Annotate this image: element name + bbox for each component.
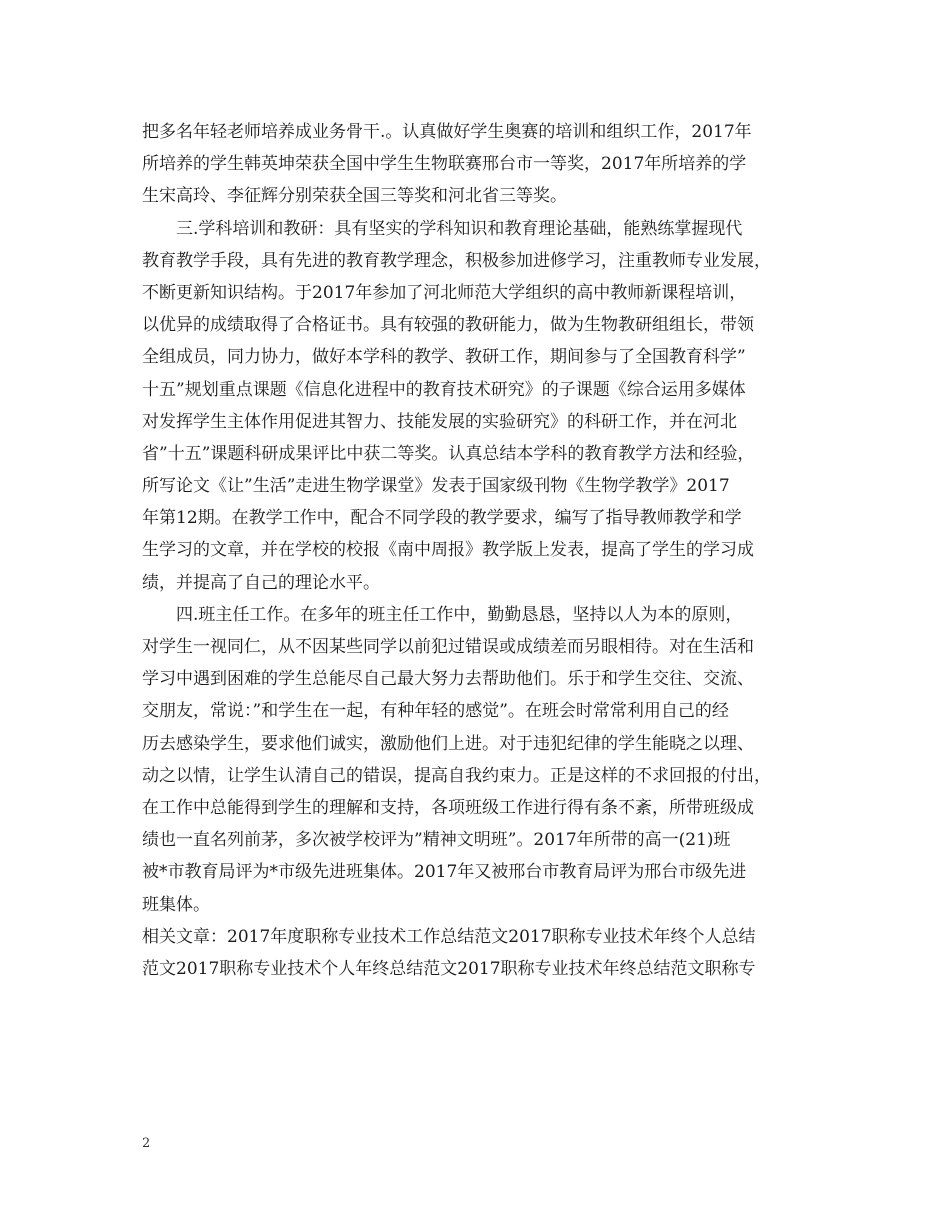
- text-line: 以优异的成绩取得了合格证书。具有较强的教研能力，做为生物教研组组长，带领: [142, 315, 754, 336]
- text-line: 交朋友，常说：”和学生在一起，有种年轻的感觉”。在班会时常常利用自己的经: [142, 701, 729, 722]
- text-line: 生学习的文章，并在学校的校报《南中周报》教学版上发表，提高了学生的学习成: [142, 540, 754, 561]
- text-line: 不断更新知识结构。于2017年参加了河北师范大学组织的高中教师新课程培训，: [142, 282, 747, 303]
- text-line: 学习中遇到困难的学生总能尽自己最大努力去帮助他们。乐于和学生交往、交流、: [142, 669, 754, 690]
- section-heading-line: 三.学科培训和教研：具有坚实的学科知识和教育理论基础，能熟练掌握现代: [176, 218, 743, 239]
- text-line: 历去感染学生，要求他们诚实，激励他们上进。对于违犯纪律的学生能晓之以理、: [142, 733, 754, 754]
- text-line: 绩也一直名列前茅，多次被学校评为”精神文明班”。2017年所带的高一(21)班: [142, 830, 731, 851]
- text-line: 生宋高玲、李征辉分别荣获全国三等奖和河北省三等奖。: [142, 186, 567, 207]
- related-articles-line: 范文2017职称专业技术个人年终总结范文2017职称专业技术年终总结范文职称专: [142, 958, 756, 979]
- text-line: 十五”规划重点课题《信息化进程中的教育技术研究》的子课题《综合运用多媒体: [142, 379, 746, 400]
- text-line: 对发挥学生主体作用促进其智力、技能发展的实验研究》的科研工作，并在河北: [142, 411, 737, 432]
- text-line: 被*市教育局评为*市级先进班集体。2017年又被邢台市教育局评为邢台市级先进: [142, 862, 747, 883]
- text-line: 全组成员，同力协力，做好本学科的教学、教研工作，期间参与了全国教育科学”: [142, 347, 746, 368]
- text-line: 省”十五”课题科研成果评比中获二等奖。认真总结本学科的教育教学方法和经验，: [142, 443, 755, 464]
- text-line: 绩，并提高了自己的理论水平。: [142, 572, 380, 593]
- related-articles-line: 相关文章：2017年度职称专业技术工作总结范文2017职称专业技术年终个人总结: [142, 926, 756, 947]
- text-line: 把多名年轻老师培养成业务骨干.。认真做好学生奥赛的培训和组织工作，2017年: [142, 122, 752, 142]
- page-number: 2: [142, 1136, 151, 1151]
- text-line: 班集体。: [142, 894, 210, 915]
- text-line: 对学生一视同仁，从不因某些同学以前犯过错误或成绩差而另眼相待。对在生活和: [142, 637, 754, 657]
- text-line: 所培养的学生韩英坤荣获全国中学生生物联赛邢台市一等奖，2017年所培养的学: [142, 154, 747, 175]
- text-line: 动之以情，让学生认清自己的错误，提高自我约束力。正是这样的不求回报的付出，: [142, 765, 771, 786]
- text-line: 所写论文《让”生活”走进生物学课堂》发表于国家级刊物《生物学教学》2017: [142, 476, 730, 497]
- text-line: 年第12期。在教学工作中，配合不同学段的教学要求，编写了指导教师教学和学: [142, 508, 742, 529]
- section-heading-line: 四.班主任工作。在多年的班主任工作中，勤勤恳恳，坚持以人为本的原则，: [176, 604, 743, 625]
- text-line: 在工作中总能得到学生的理解和支持，各项班级工作进行得有条不紊，所带班级成: [142, 797, 754, 818]
- body-text: [142, 116, 822, 985]
- text-line: 教育教学手段，具有先进的教育教学理念，积极参加进修学习，注重教师专业发展，: [142, 250, 771, 271]
